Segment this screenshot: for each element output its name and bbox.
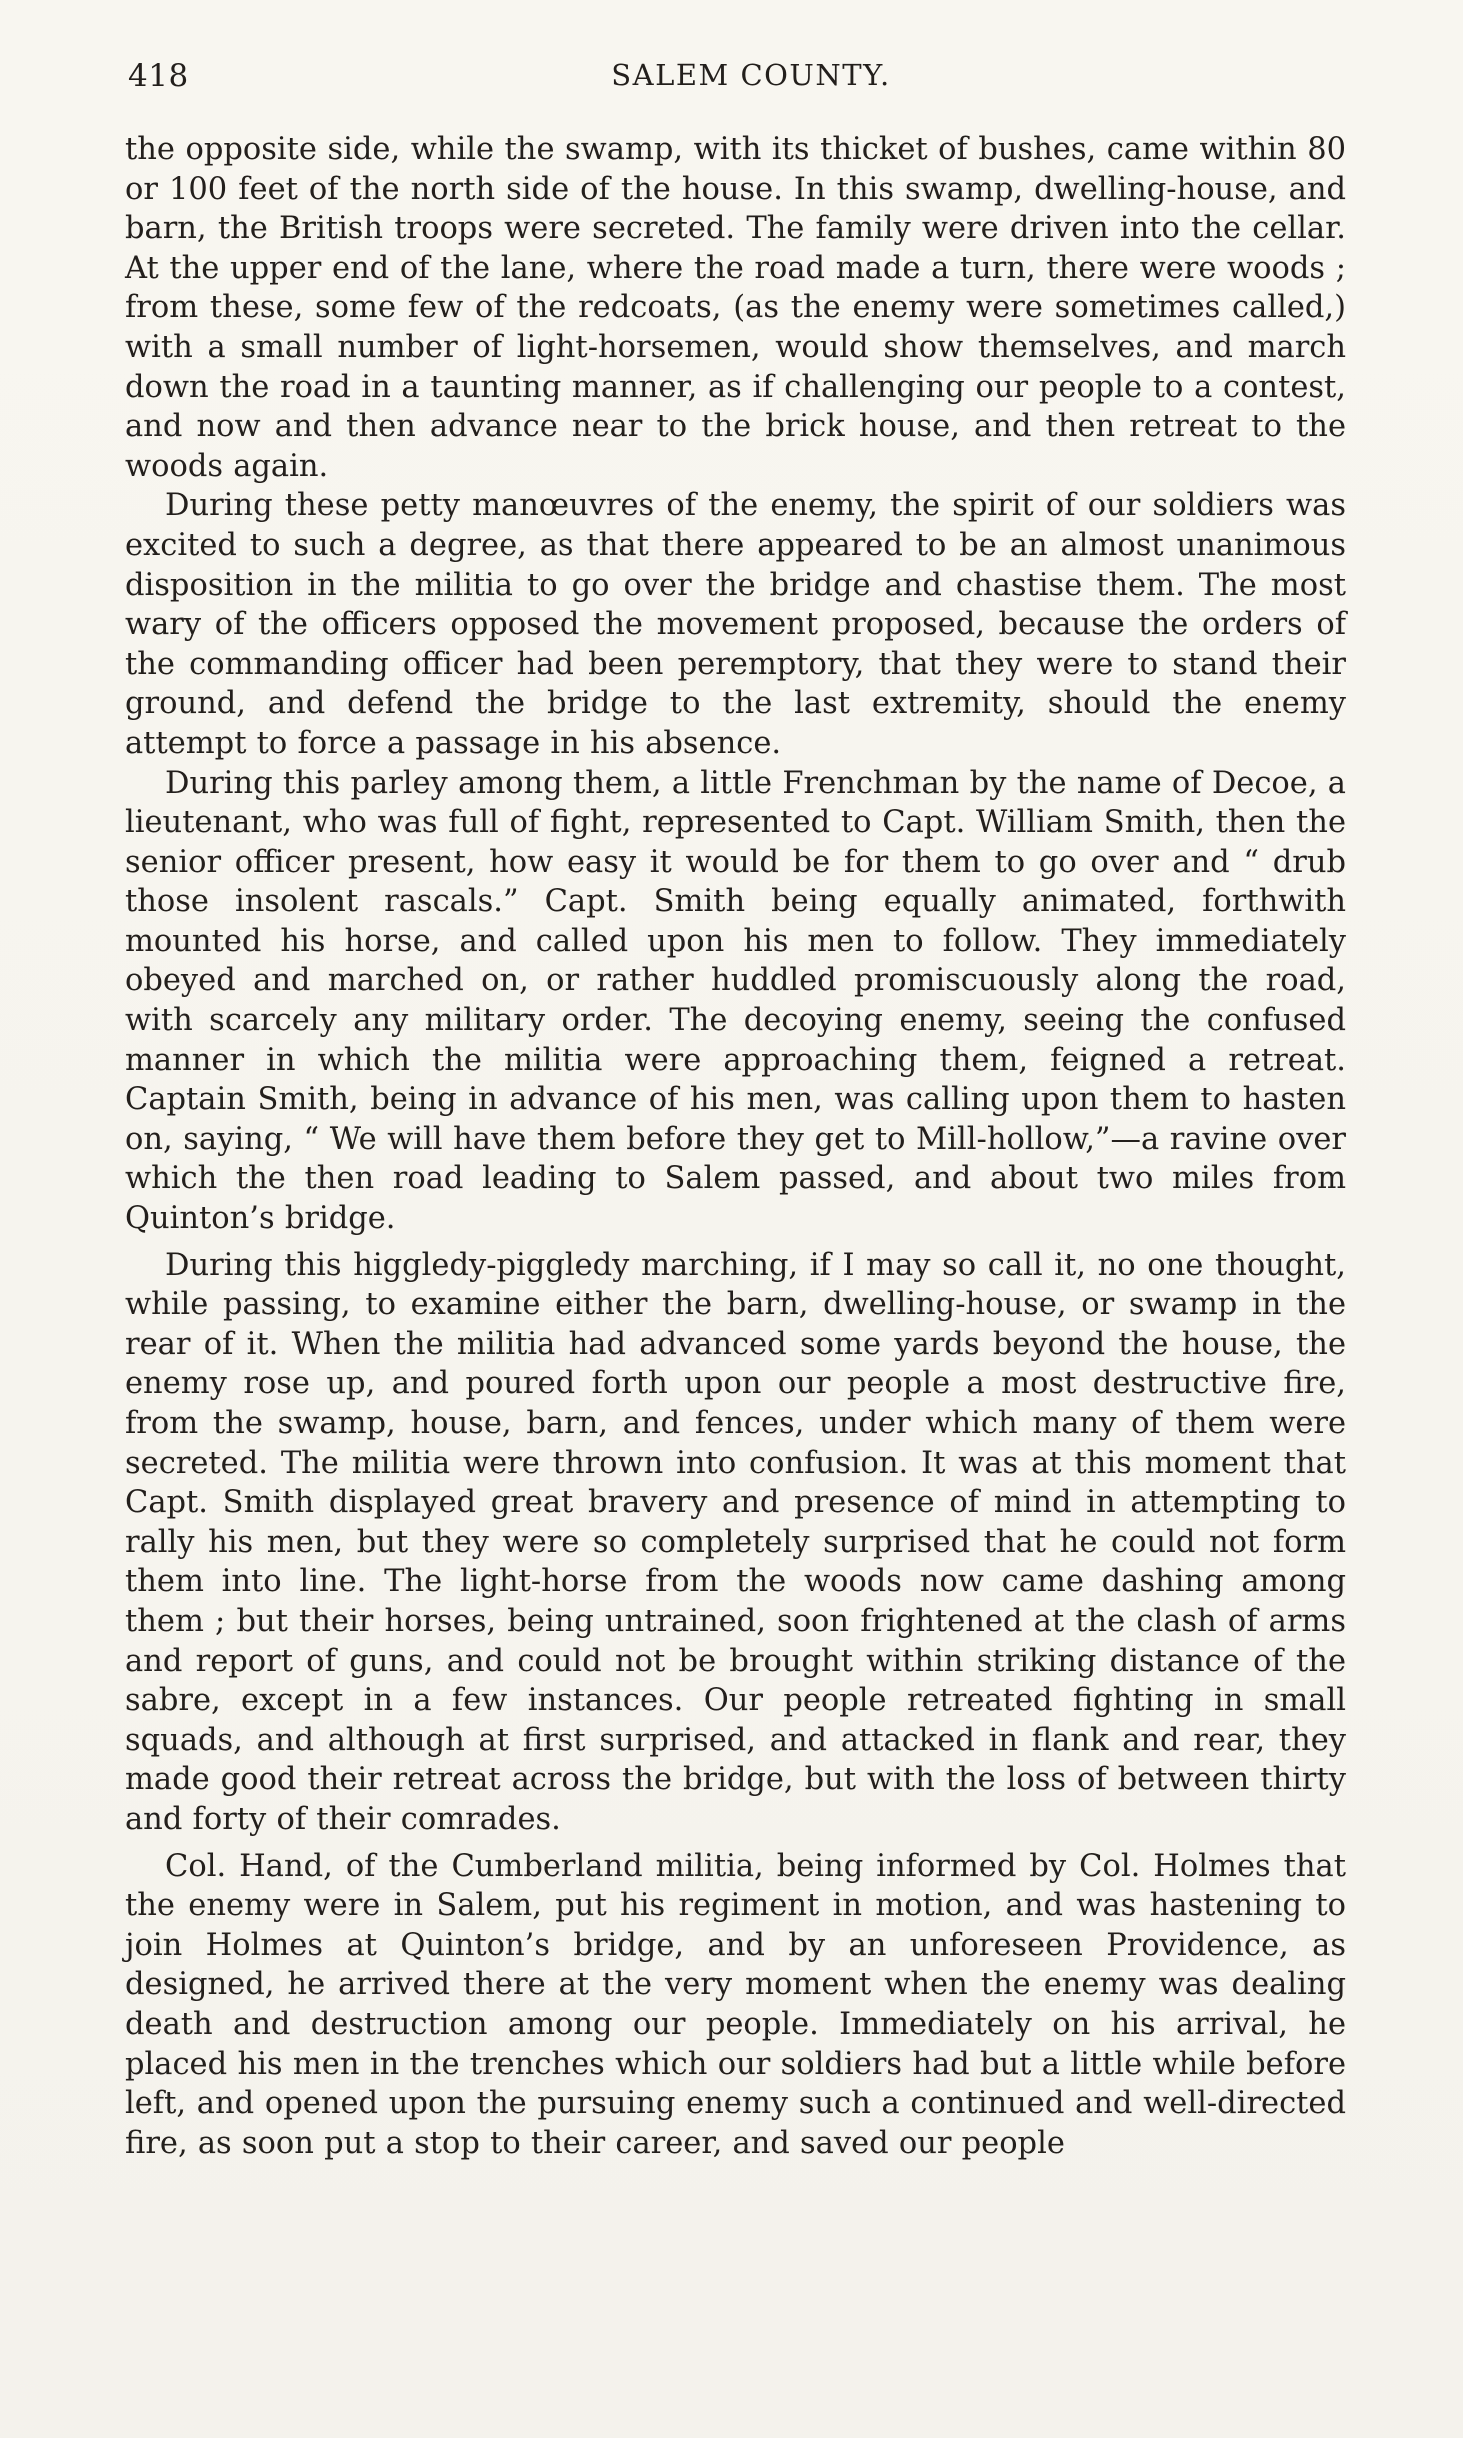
paragraph: Col. Hand, of the Cumberland militia, being informed by Col. Holmes that the enemy were in Salem, put his regiment in motion, and was hastening to join Holmes at Quinton’s bridge, and by an unforeseen Providence, as designed, he arrived there at the very moment when the enemy was dealing death and destruction among our people. Immediately on his arrival, he placed his men in the trenches which our soldiers had but a little while before left, and opened upon the pursuing enemy such a continued and well-directed fire, as soon put a stop to their career, and saved our people (125, 1848, 1346, 2161)
body-text (125, 130, 1346, 2163)
running-title: SALEM COUNTY. (611, 58, 891, 92)
running-head (128, 58, 1346, 102)
paragraph: During these petty manœuvres of the enemy, the spirit of our soldiers was excited to such a degree, as that there appeared to be an almost unanimous disposition in the militia to go over the bridge and chastise them. The most wary of the officers opposed the movement proposed, because the orders of the commanding officer had been peremptory, that they were to stand their ground, and defend the bridge to the last extremity, should the enemy attempt to force a passage in his absence. (125, 488, 1346, 761)
paragraph: During this parley among them, a little Frenchman by the name of Decoe, a lieutenant, who was full of fight, represented to Capt. William Smith, then the senior officer present, how easy it would be for them to go over and “ drub those insolent rascals.” Capt. Smith being equally animated, forthwith mounted his horse, and called upon his men to follow. They immediately obeyed and marched on, or rather huddled promiscuously along the road, with scarcely any military order. The decoying enemy, seeing the confused manner in which the militia were approaching them, feigned a retreat. Captain Smith, being in advance of his men, was calling upon them to hasten on, saying, “ We will have them before they get to Mill-hollow,”—a ravine over which the then road leading to Salem passed, and about two miles from Quinton’s bridge. (125, 765, 1346, 1237)
paragraph-continued: the opposite side, while the swamp, with its thicket of bushes, came within 80 or 100 feet of the north side of the house. In this swamp, dwelling-house, and barn, the British troops were secreted. The family were driven into the cellar. At the upper end of the lane, where the road made a turn, there were woods ; from these, some few of the redcoats, (as the enemy were sometimes called,) with a small number of light-horsemen, would show themselves, and march down the road in a taunting manner, as if challenging our people to a contest, and now and then advance near to the brick house, and then retreat to the woods again. (125, 132, 1346, 484)
page-number: 418 (128, 58, 189, 94)
paragraph: During this higgledy-piggledy marching, if I may so call it, no one thought, while passing, to examine either the barn, dwelling-house, or swamp in the rear of it. When the militia had advanced some yards beyond the house, the enemy rose up, and poured forth upon our people a most destructive fire, from the swamp, house, barn, and fences, under which many of them were secreted. The militia were thrown into confusion. It was at this moment that Capt. Smith displayed great bravery and presence of mind in attempting to rally his men, but they were so completely surprised that he could not form them into line. The light-horse from the woods now came dashing among them ; but their horses, being untrained, soon frightened at the clash of arms and report of guns, and could not be brought within striking distance of the sabre, except in a few instances. Our people retreated fighting in small squads, and although at first surprised, and attacked in flank and rear, they made good their retreat across the bridge, but with the loss of between thirty and forty of their comrades. (125, 1247, 1346, 1837)
